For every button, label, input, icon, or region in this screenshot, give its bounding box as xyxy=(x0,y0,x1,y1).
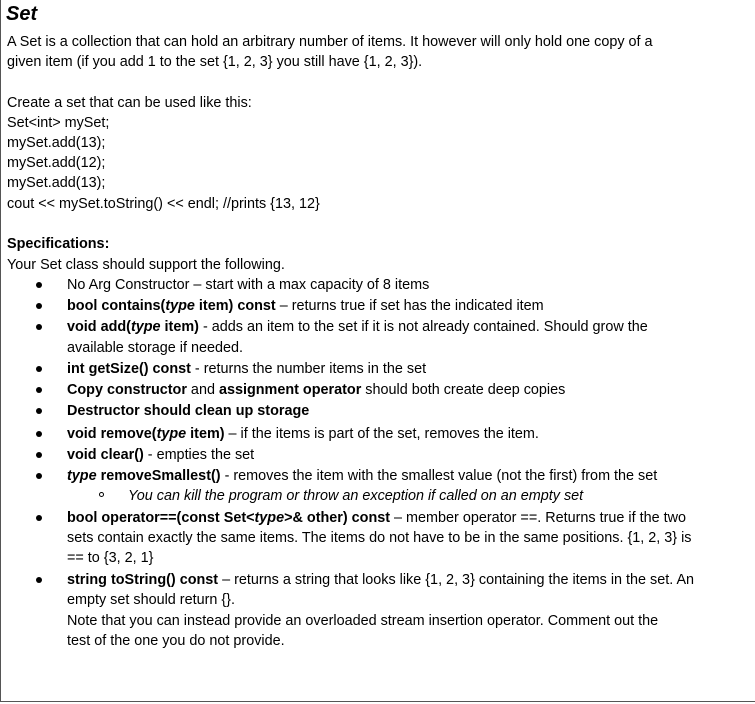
spec-item-clear: void clear() - empties the set xyxy=(67,447,255,463)
spec-item-constructor: No Arg Constructor – start with a max capacity of 8 items xyxy=(67,277,430,293)
sub-bullet-icon xyxy=(99,492,104,497)
bullet-icon xyxy=(36,387,42,393)
page-border-left xyxy=(0,0,1,702)
code-line: mySet.add(13); xyxy=(7,175,106,191)
bullet-icon xyxy=(36,452,42,458)
bullet-icon xyxy=(36,408,42,414)
spec-item-remove: void remove(type item) – if the items is part of the set, removes the item. xyxy=(67,426,539,442)
bullet-icon xyxy=(36,303,42,309)
page-border-bottom xyxy=(0,701,755,702)
code-line: mySet.add(12); xyxy=(7,155,106,171)
bullet-icon xyxy=(36,324,42,330)
document-title: Set xyxy=(6,3,38,25)
bullet-icon xyxy=(36,515,42,521)
intro-line-1: A Set is a collection that can hold an arbitrary number of items. It however will only hold one copy of a xyxy=(7,34,653,50)
spec-item-remove-smallest-note: You can kill the program or throw an exception if called on an empty set xyxy=(128,488,584,504)
specifications-heading: Specifications: xyxy=(7,236,110,252)
bullet-icon xyxy=(36,431,42,437)
spec-item-getsize: int getSize() const - returns the number items in the set xyxy=(67,361,427,377)
spec-item-tostring-note: Note that you can instead provide an overloaded stream insertion operator. Comment out the xyxy=(67,613,659,629)
usage-heading: Create a set that can be used like this: xyxy=(7,95,252,111)
spec-item-equality-continued: == to {3, 2, 1} xyxy=(67,550,154,566)
code-line: cout << mySet.toString() << endl; //prints {13, 12} xyxy=(7,196,320,212)
spec-item-tostring-note: test of the one you do not provide. xyxy=(67,633,285,649)
bullet-icon xyxy=(36,577,42,583)
spec-item-contains: bool contains(type item) const – returns true if set has the indicated item xyxy=(67,298,544,314)
spec-item-add: void add(type item) - adds an item to the set if it is not already contained. Should grow the xyxy=(67,319,648,335)
code-line: Set<int> mySet; xyxy=(7,115,110,131)
spec-item-add-continued: available storage if needed. xyxy=(67,340,244,356)
bullet-icon xyxy=(36,473,42,479)
spec-item-equality-operator: bool operator==(const Set<type>& other) const – member operator ==. Returns true if the two xyxy=(67,510,687,526)
bullet-icon xyxy=(36,366,42,372)
spec-item-tostring-continued: empty set should return {}. xyxy=(67,592,235,608)
specifications-intro: Your Set class should support the following. xyxy=(7,257,285,273)
spec-item-destructor: Destructor should clean up storage xyxy=(67,403,310,419)
spec-item-equality-continued: sets contain exactly the same items. The items do not have to be in the same positions. {1, 2, 3} is xyxy=(67,530,692,546)
intro-line-2: given item (if you add 1 to the set {1, 2, 3} you still have {1, 2, 3}). xyxy=(7,54,423,70)
spec-item-tostring: string toString() const – returns a string that looks like {1, 2, 3} containing the items in the set. An xyxy=(67,572,695,588)
bullet-icon xyxy=(36,282,42,288)
spec-item-copy-constructor: Copy constructor and assignment operator should both create deep copies xyxy=(67,382,566,398)
code-line: mySet.add(13); xyxy=(7,135,106,151)
spec-item-remove-smallest: type removeSmallest() - removes the item with the smallest value (not the first) from the set xyxy=(67,468,658,484)
